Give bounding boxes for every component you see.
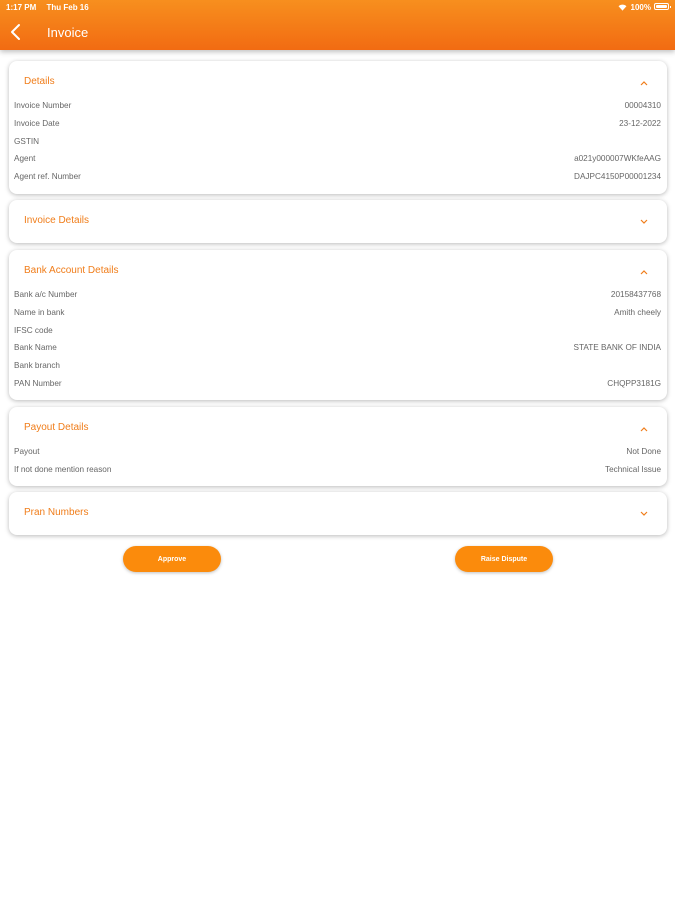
row-label: Invoice Number bbox=[14, 101, 72, 110]
approve-button[interactable]: Approve bbox=[123, 546, 221, 572]
bank-row bbox=[14, 379, 661, 391]
pran-numbers-card[interactable] bbox=[9, 492, 667, 535]
row-value: 00004310 bbox=[624, 101, 661, 110]
status-date: Thu Feb 16 bbox=[46, 3, 89, 12]
details-section-header[interactable]: Details bbox=[24, 76, 55, 87]
row-label: If not done mention reason bbox=[14, 465, 112, 474]
row-value: CHQPP3181G bbox=[607, 379, 661, 388]
detail-row bbox=[14, 137, 661, 149]
detail-row bbox=[14, 119, 661, 131]
row-value: Amith cheely bbox=[614, 308, 661, 317]
payout-details-card bbox=[9, 407, 667, 486]
bank-row bbox=[14, 343, 661, 355]
row-value: STATE BANK OF INDIA bbox=[573, 343, 661, 352]
raise-dispute-button[interactable]: Raise Dispute bbox=[455, 546, 553, 572]
details-card bbox=[9, 61, 667, 194]
row-label: Bank Name bbox=[14, 343, 57, 352]
battery-icon bbox=[654, 3, 669, 10]
wifi-icon bbox=[618, 4, 627, 11]
row-label: PAN Number bbox=[14, 379, 62, 388]
row-label: GSTIN bbox=[14, 137, 40, 146]
chevron-up-icon[interactable] bbox=[639, 80, 649, 86]
detail-row bbox=[14, 172, 661, 184]
chevron-down-icon[interactable] bbox=[639, 511, 649, 517]
row-value: 20158437768 bbox=[610, 290, 661, 299]
chevron-left-icon[interactable] bbox=[8, 22, 24, 42]
status-time: 1:17 PM bbox=[6, 3, 37, 12]
row-value: Technical Issue bbox=[605, 465, 661, 474]
bank-details-card bbox=[9, 250, 667, 400]
row-value: a021y000007WKfeAAG bbox=[574, 154, 661, 163]
row-label: Agent ref. Number bbox=[14, 172, 81, 181]
bank-row bbox=[14, 326, 661, 338]
row-label: Invoice Date bbox=[14, 119, 60, 128]
bank-row bbox=[14, 308, 661, 320]
battery-percent: 100% bbox=[630, 3, 651, 12]
invoice-details-card[interactable] bbox=[9, 200, 667, 243]
chevron-up-icon[interactable] bbox=[639, 426, 649, 432]
status-bar-left bbox=[6, 3, 97, 12]
app-header bbox=[0, 0, 675, 50]
row-label: Bank a/c Number bbox=[14, 290, 78, 299]
status-bar-right bbox=[618, 3, 651, 12]
chevron-up-icon[interactable] bbox=[639, 269, 649, 275]
row-value: 23-12-2022 bbox=[619, 119, 661, 128]
row-label: Agent bbox=[14, 154, 36, 163]
payout-row bbox=[14, 465, 661, 477]
detail-row bbox=[14, 154, 661, 166]
row-label: Payout bbox=[14, 447, 40, 456]
bank-row bbox=[14, 361, 661, 373]
detail-row bbox=[14, 101, 661, 113]
row-label: Bank branch bbox=[14, 361, 60, 370]
payout-row bbox=[14, 447, 661, 459]
row-label: IFSC code bbox=[14, 326, 53, 335]
row-value: DAJPC4150P00001234 bbox=[574, 172, 661, 181]
bank-section-header[interactable]: Bank Account Details bbox=[24, 265, 119, 276]
chevron-down-icon[interactable] bbox=[639, 219, 649, 225]
row-value: Not Done bbox=[626, 447, 661, 456]
bank-row bbox=[14, 290, 661, 302]
pran-section-header[interactable]: Pran Numbers bbox=[24, 507, 89, 518]
row-label: Name in bank bbox=[14, 308, 65, 317]
payout-section-header[interactable]: Payout Details bbox=[24, 422, 89, 433]
invoice-details-section-header[interactable]: Invoice Details bbox=[24, 215, 90, 226]
page-title: Invoice bbox=[47, 25, 89, 40]
